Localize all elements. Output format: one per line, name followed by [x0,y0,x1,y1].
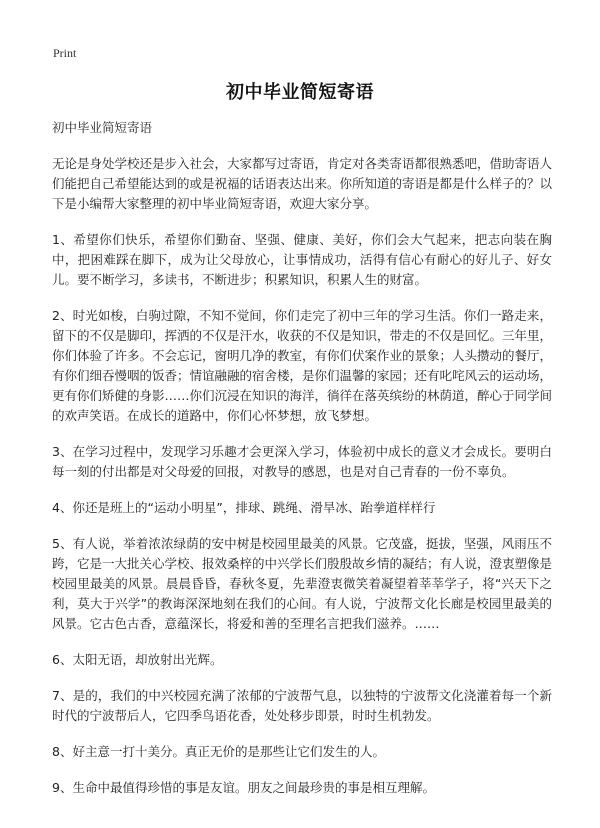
paragraph-7: 7、是的，我们的中兴校园充满了浓郁的宁波帮气息，以独特的宁波帮文化浇灌着每一个新时代的宁波帮后人，它四季鸟语花香，处处移步即景，时时生机勃发。 [52,688,552,723]
paragraph-3: 3、在学习过程中，发现学习乐趣才会更深入学习，体验初中成长的意义才会成长。要明白每一刻的付出都是对父母爱的回报，对教导的感恩，也是对自己青春的一份不辜负。 [52,444,552,479]
paragraph-4: 4、你还是班上的“运动小明星”，排球、跳绳、滑旱冰、跆拳道样样行 [52,500,436,515]
paragraph-2: 2、时光如梭，白驹过隙，不知不觉间，你们走完了初中三年的学习生活。你们一路走来，留下的不仅是脚印，挥洒的不仅是汗水，收获的不仅是知识，带走的不仅是回忆。三年里，你们体验了许多。不会忘记，窗明几净的教室，有你们伏案作业的景象；人头攒动的餐厅，有你们细吞慢咽的饭香；情谊融融的宿舍楼，是你们温馨的家园；还有叱咤风云的运动场，更有你们矫健的身影……你们沉浸在知识的海洋，徜徉在落英缤纷的林荫道，醉心于同学间的欢声笑语。在成长的道路中，你们心怀梦想，放飞梦想。 [52,308,553,423]
document-body [52,118,552,814]
paragraph-8: 8、好主意一打十美分。真正无价的是那些让它们发生的人。 [52,744,385,759]
print-link[interactable]: Print [53,46,77,60]
paragraph-5: 5、有人说，举着浓浓绿荫的安中树是校园里最美的风景。它茂盛，挺拔，坚强，风雨压不跨，它是一大批关心学校、报效桑梓的中兴学长们殷殷故乡情的凝结；有人说，澄衷塑像是校园里最美的风景。晨晨昏昏，春秋冬夏，先辈澄衷微笑着凝望着莘莘学子，将“兴天下之利，莫大于兴学”的教诲深深地刻在我们的心间。有人说，宁波帮文化长廊是校园里最美的风景。它古色古香，意蕴深长，将爱和善的至理名言把我们滋养。…… [52,536,553,631]
paragraph-6: 6、太阳无语，却放射出光辉。 [52,652,223,667]
paragraph-1: 1、希望你们快乐，希望你们勤奋、坚强、健康、美好，你们会大气起来，把志向装在胸中，把困难踩在脚下，成为让父母放心，让事情成功，活得有信心有耐心的好儿子、好女儿。要不断学习，多读书，不断进步；积累知识，积累人生的财富。 [52,232,552,287]
document-title: 初中毕业简短寄语 [226,82,374,103]
intro-paragraph: 无论是身处学校还是步入社会，大家都写过寄语，肯定对各类寄语都很熟悉吧，借助寄语人们能把自己希望能达到的或是祝福的话语表达出来。你所知道的寄语是都是什么样子的？以下是小编帮大家整理的初中毕业简短寄语，欢迎大家分享。 [52,156,553,211]
document-subtitle: 初中毕业简短寄语 [52,120,153,135]
paragraph-9: 9、生命中最值得珍惜的事是友谊。朋友之间最珍贵的事是相互理解。 [52,780,435,795]
